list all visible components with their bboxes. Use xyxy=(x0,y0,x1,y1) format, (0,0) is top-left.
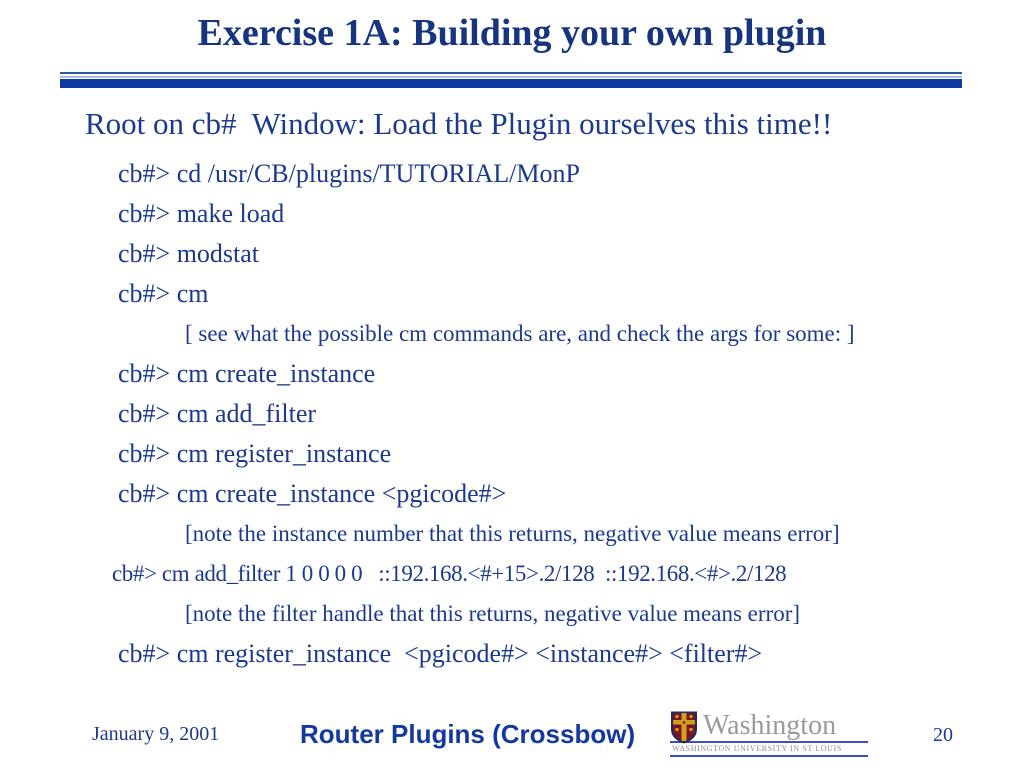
command-line: cb#> cm add_filter xyxy=(118,399,317,428)
page-number: 20 xyxy=(933,724,953,746)
command-line: cb#> modstat xyxy=(118,239,260,268)
command-line: cb#> cm create_instance <pgicode#> xyxy=(118,479,507,508)
footer-date: January 9, 2001 xyxy=(92,723,220,745)
command-line: cb#> cd /usr/CB/plugins/TUTORIAL/MonP xyxy=(118,159,580,188)
command-line: cb#> cm add_filter 1 0 0 0 0 ::192.168.<#+15>.2/128 ::192.168.<#>.2/128 xyxy=(112,561,787,586)
note-line: [note the instance number that this returns, negative value means error] xyxy=(185,521,840,546)
wustl-tagline: WASHINGTON UNIVERSITY IN ST LOUIS xyxy=(672,744,842,753)
command-line: cb#> cm register_instance xyxy=(118,439,392,468)
separator-thin-line-light xyxy=(60,76,962,78)
wustl-logo xyxy=(670,708,868,757)
slide-body xyxy=(0,102,1024,674)
wustl-wordmark: Washington xyxy=(703,710,837,741)
separator-thick-bar xyxy=(60,79,962,88)
body-heading: Root on cb# Window: Load the Plugin ourselves this time!! xyxy=(85,106,833,141)
note-line: [ see what the possible cm commands are, and check the args for some: ] xyxy=(185,321,855,346)
command-line: cb#> cm create_instance xyxy=(118,359,376,388)
command-line: cb#> cm xyxy=(118,279,209,308)
title-separator xyxy=(60,72,962,88)
note-line: [note the filter handle that this returns, negative value means error] xyxy=(185,601,801,626)
footer-presentation-title: Router Plugins (Crossbow) xyxy=(300,719,636,749)
slide-title: Exercise 1A: Building your own plugin xyxy=(197,12,827,54)
command-line: cb#> make load xyxy=(118,199,285,228)
separator-thin-line-top xyxy=(60,72,962,74)
command-line: cb#> cm register_instance <pgicode#> <instance#> <filter#> xyxy=(118,639,763,668)
wustl-shield-icon xyxy=(670,711,698,744)
logo-rule-bottom xyxy=(670,755,868,757)
